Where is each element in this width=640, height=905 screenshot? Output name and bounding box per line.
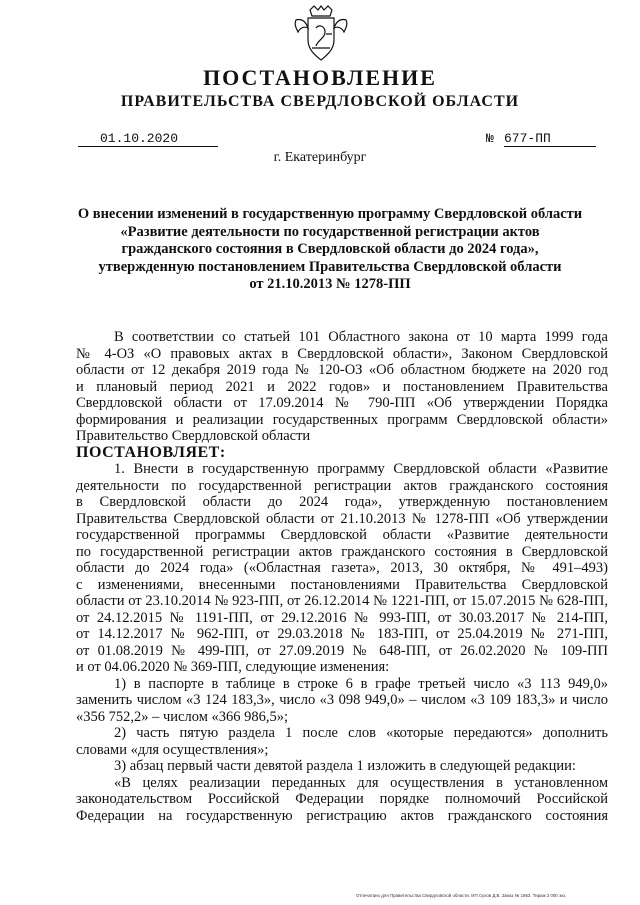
body-line: В соответствии со статьей 101 Областного закона от 10 марта 1999 года (114, 329, 608, 345)
body-line: с изменениями, внесенными постановлениями Правительства Свердловской (76, 576, 608, 593)
document-type-title: ПОСТАНОВЛЕНИЕ (203, 65, 437, 90)
issuer-title: ПРАВИТЕЛЬСТВА СВЕРДЛОВСКОЙ ОБЛАСТИ (120, 93, 520, 110)
document-number: 677-ПП (504, 131, 596, 147)
body-line: государственной программы Свердловской области «Развитие деятельности (76, 527, 608, 543)
document-number-block (486, 131, 606, 147)
heading-line: утвержденную постановлением Правительства Свердловской области (98, 258, 562, 275)
body-line: формирования и реализации государственных программ Свердловской области» (76, 411, 608, 428)
document-date: 01.10.2020 (78, 131, 218, 147)
body-line: Правительство Свердловской области (76, 428, 311, 444)
body-line: от 24.12.2015 № 1191-ПП, от 29.12.2016 № 993-ПП, от 30.03.2017 № 214-ПП, (76, 609, 608, 626)
heading-line: гражданского состояния в Свердловской области до 2024 года», (121, 241, 539, 257)
body-line: 1) в паспорте в таблице в строке 6 в графе третьей число «3 113 949,0» (114, 675, 608, 692)
body-line: области от 23.10.2014 № 923-ПП, от 26.12.2014 № 1221-ПП, от 15.07.2015 № 628-ПП, (76, 593, 608, 609)
heading-line: О внесении изменений в государственную программу Свердловской области (77, 206, 583, 222)
body-line: и плановый период 2021 и 2022 годов» и постановлением Правительства (76, 378, 608, 395)
body-line: по государственной регистрации актов гражданского состояния в Свердловской (76, 543, 608, 560)
body-line: № 4-ОЗ «О правовых актах в Свердловской области», Законом Свердловской (76, 345, 608, 362)
body-line: Федерации на государственную регистрацию актов гражданского состояния (76, 807, 608, 824)
body-line: в Свердловской области до 2024 года», утвержденную постановлением (76, 494, 608, 510)
body-line: деятельности по государственной регистрации актов гражданского состояния (76, 477, 608, 494)
coat-of-arms-icon (292, 4, 350, 64)
body-line: «В целях реализации переданных для осуществления в установленном (114, 774, 608, 791)
heading-line: от 21.10.2013 № 1278-ПП (249, 276, 411, 292)
body-line: области до 2024 года» («Областная газета», 2013, 30 октября, № 491–493) (76, 560, 608, 576)
body-line: от 14.12.2017 № 962-ПП, от 29.03.2018 № 183-ПП, от 25.04.2019 № 271-ПП, (76, 626, 608, 642)
resolves-keyword: ПОСТАНОВЛЯЕТ: (76, 444, 226, 461)
city: г. Екатеринбург (273, 150, 367, 165)
print-footer: Отпечатано для Правительства Свердловской области. ИП Сухов Д.В. Заказ № 1953. Тираж 2 000 экз. (356, 893, 567, 898)
body-line: Правительства Свердловской области от 21.10.2013 № 1278-ПП «Об утверждении (76, 510, 608, 527)
body-line: Свердловской области от 17.09.2014 № 790-ПП «Об утверждении Порядка (76, 395, 608, 411)
number-sign: № (486, 131, 494, 146)
heading-line: «Развитие деятельности по государственной регистрации актов (120, 223, 540, 240)
body-line: заменить числом «3 124 183,3», число «3 098 949,0» – числом «3 109 183,3» и число (76, 692, 608, 708)
body-line: от 01.08.2019 № 499-ПП, от 27.09.2019 № 648-ПП, от 26.02.2020 № 109-ПП (76, 642, 608, 659)
body-line: «356 752,2» – числом «366 986,5»; (76, 708, 289, 725)
body-line: 2) часть пятую раздела 1 после слов «которые передаются» дополнить (114, 725, 608, 741)
document-heading (60, 206, 600, 294)
body-line: 3) абзац первый части девятой раздела 1 изложить в следующей редакции: (114, 758, 576, 774)
body-line: законодательством Российской Федерации порядке полномочий Российской (76, 791, 608, 807)
body-line: 1. Внести в государственную программу Свердловской области «Развитие (114, 461, 608, 477)
document-body (76, 329, 608, 824)
body-line: области от 12 декабря 2019 года № 120-ОЗ «Об областном бюджете на 2020 год (76, 362, 608, 378)
body-line: и от 04.06.2020 № 369-ПП, следующие изменения: (76, 659, 390, 675)
body-line: словами «для осуществления»; (76, 741, 269, 758)
